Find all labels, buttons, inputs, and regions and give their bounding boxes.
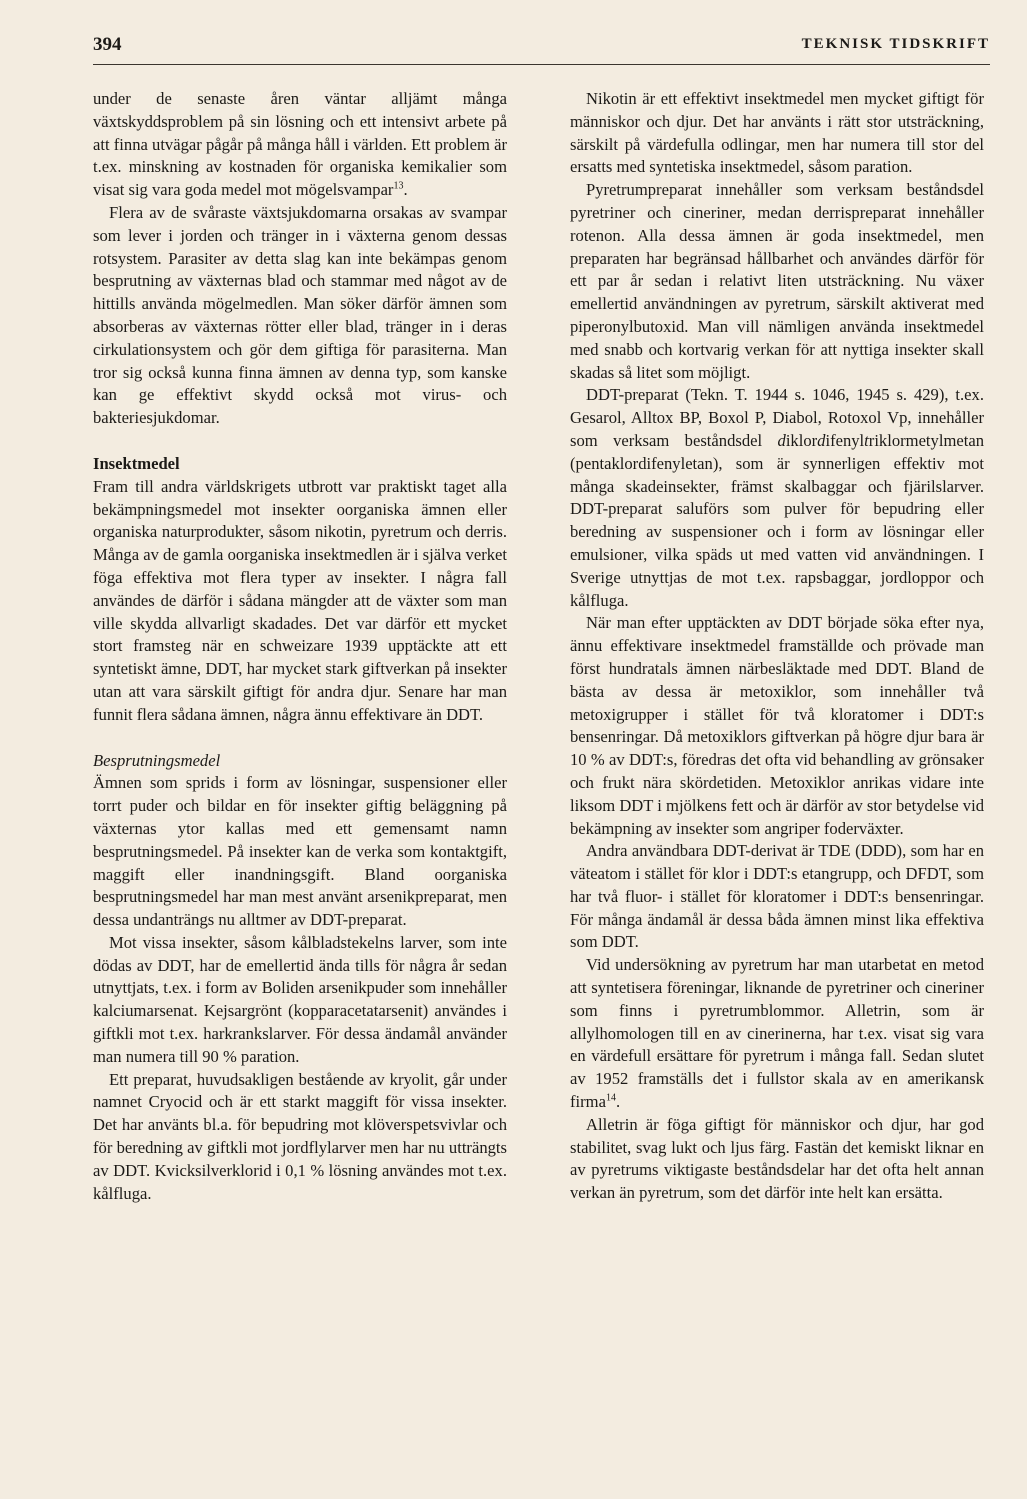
right-column — [570, 88, 984, 1205]
footnote-ref: 13 — [393, 180, 404, 192]
page-header — [93, 34, 990, 62]
paragraph: under de senaste åren väntar alljämt många växtskyddsproblem på sin lösning och ett intensivt arbete på att finna utvägar pågår på många håll i världen. Ett problem är t.ex. minskning av kostnaden för organiska kemikalier som visat sig vara goda medel mot mögelsvampar$^{13}$. — [93, 89, 507, 200]
section-heading: Insektmedel — [93, 453, 180, 473]
footnote-ref: 14 — [605, 1092, 616, 1104]
paragraph: Pyretrumpreparat innehåller som verksam beståndsdel pyretriner och cineriner, medan derrispreparat innehåller rotenon. Alla dessa ämnen är goda insektmedel, men preparaten har begränsad hållbarhet och användes därför för ett par år sedan i relativt liten utsträckning. Nu växer emellertid användningen av pyretrum, särskilt aktiverat med piperonylbutoxid. Man vill nämligen använda insektmedel med snabb och kortvarig verkan för att nyttiga insekter skall skadas så litet som möjligt. — [570, 180, 984, 382]
paragraph: Vid undersökning av pyretrum har man utarbetat en metod att syntetisera föreningar, liknande de pyretriner och cineriner som finns i pyretrumblommor. Alletrin, som är allylhomologen till en av cinerinerna, har t.ex. visat sig vara en värdefull ersättare för pyretrum i många fall. Sedan slutet av 1952 framställs det i fullstor skala av en amerikansk firma$^{14}$. — [570, 955, 984, 1112]
paragraph: Fram till andra världskrigets utbrott var praktiskt taget alla bekämpningsmedel mot insekter oorganiska ämnen eller organiska naturprodukter, såsom nikotin, pyretrum och derris. Många av de gamla oorganiska insektmedlen är i själva verket föga effektiva mot flera typer av insekter. I några fall användes de därför i sådana mängder att de växter som man ville skydda allvarligt skadades. Det var därför ett mycket stort framsteg när en schweizare 1939 upptäckte att ett syntetiskt ämne, DDT, har mycket stark giftverkan på insekter utan att vara särskilt giftigt för andra djur. Senare har man funnit flera sådana ämnen, några ännu effektivare än DDT. — [93, 476, 507, 724]
header-rule — [93, 64, 990, 65]
subsection-heading: Besprutningsmedel — [93, 750, 221, 770]
paragraph: Flera av de svåraste växtsjukdomarna orsakas av svampar som lever i jorden och tränger in i växterna genom dessas rotsystem. Parasiter av detta slag kan inte bekämpas genom besprutning av växternas blad och stammar med något av de hittills använda mögelmedlen. Man söker därför ämnen som absorberas av växternas rötter eller blad, tränger in i deras cirkulationsystem och gör dem giftiga för parasiterna. Man tror sig också kunna finna ämnen av denna typ, som kanske kan ge effektivt skydd också mot virus- och bakteriesjukdomar. — [93, 202, 507, 428]
paragraph: DDT-preparat (Tekn. T. 1944 s. 1046, 1945 s. 429), t.ex. Gesarol, Alltox BP, Boxol P, Diabol, Rotoxol Vp, innehåller som verksam beståndsdel diklordifenyltriklormetylmetan (pentaklordifenyletan), som är synnerligen effektiv mot många skadeinsekter, främst skalbaggar och fjärilslarver. DDT-preparat saluförs som pulver för bepudring eller beredning av suspensioner och i form av lösningar eller emulsioner, vilka späds ut med vatten vid användningen. I Sverige utnyttjas de mot t.ex. rapsbaggar, jordloppor och kålfluga. — [570, 385, 984, 610]
paragraph: Andra användbara DDT-derivat är TDE (DDD), som har en väteatom i stället för klor i DDT:s etangrupp, och DFDT, som har två fluor- i stället för kloratomer i DDT:s bensenringar. För många ändamål är dessa båda ämnen minst lika effektiva som DDT. — [570, 841, 984, 952]
paragraph: Nikotin är ett effektivt insektmedel men mycket giftigt för människor och djur. Det har använts i rätt stor utsträckning, särskilt på värdefulla odlingar, men har numera till stor del ersatts med syntetiska insektmedel, såsom paration. — [570, 89, 984, 177]
paragraph: När man efter upptäckten av DDT började söka efter nya, ännu effektivare insektmedel framställde och prövade man först hundratals ämnen närbesläktade med DDT. Bland de bästa av dessa är metoxiklor, som innehåller två metoxigrupper i stället för två kloratomer i DDT:s bensenringar. Då metoxiklors giftverkan på högre djur bara är 10 % av DDT:s, föredras det ofta vid behandling av grönsaker och frukt nära skördetiden. Metoxiklor anrikas vidare inte liksom DDT i mjölkens fett och är därför av stor betydelse vid bekämpning av insekter som angriper foderväxter. — [570, 613, 984, 838]
journal-title: TEKNISK TIDSKRIFT — [801, 36, 990, 52]
paragraph: Mot vissa insekter, såsom kålbladstekelns larver, som inte dödas av DDT, har de emellertid ända tills för några år sedan utnyttjats, t.ex. i form av Boliden arsenikpuder som innehåller kalciumarsenat. Kejsargrönt (kopparacetatarsenit) användes i giftkli mot t.ex. harkrankslarver. För dessa ändamål använder man numera till 90 % paration. — [93, 932, 507, 1066]
left-column — [93, 88, 507, 1205]
paragraph: Ett preparat, huvudsakligen bestående av kryolit, går under namnet Cryocid och är ett starkt maggift för vissa insekter. Det har använts bl.a. för bepudring mot klöverspetsvivlar och för beredning av giftkli mot jordflylarver men har nu utträngts av DDT. Kvicksilverklorid i 0,1 % lösning användes mot t.ex. kålfluga. — [93, 1069, 507, 1203]
page-number: 394 — [93, 34, 122, 55]
paragraph: Ämnen som sprids i form av lösningar, suspensioner eller torrt puder och bildar en för insekter giftig beläggning på växternas ytor kallas med ett gemensamt namn besprutningsmedel. På insekter kan de verka som kontaktgift, maggift eller inandningsgift. Bland oorganiska besprutningsmedel har man mest använt arsenikpreparat, men dessa undanträngs nu alltmer av DDT-preparat. — [93, 773, 507, 930]
paragraph: Alletrin är föga giftigt för människor och djur, har god stabilitet, svag lukt och ljus färg. Fastän det kemiskt liknar en av pyretrums viktigaste beståndsdelar har det ofta helt annan verkan än pyretrum, som det därför inte helt kan ersätta. — [570, 1114, 984, 1203]
